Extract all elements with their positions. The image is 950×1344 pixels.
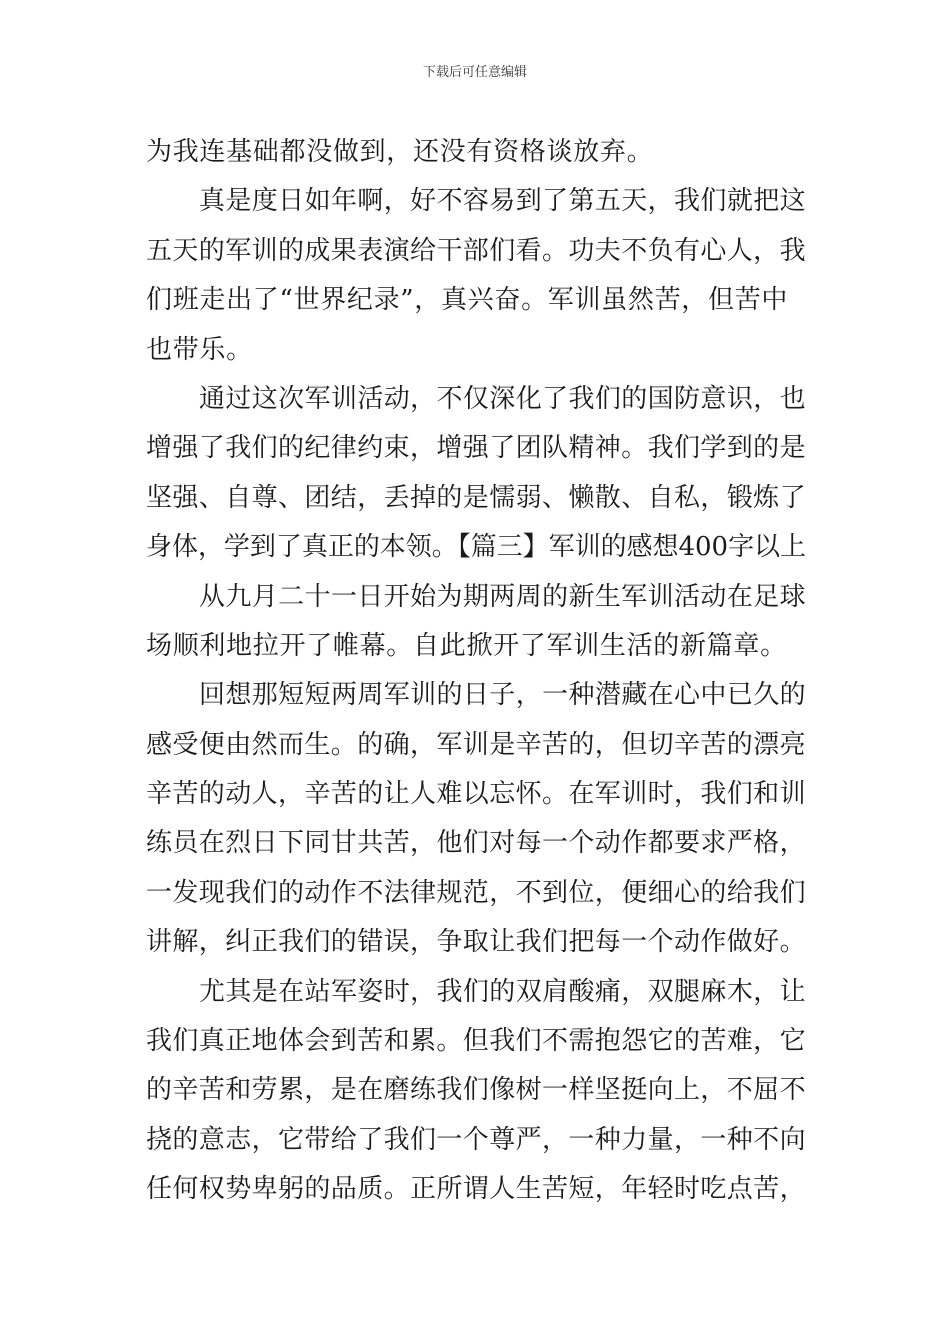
text-line: 回想那短短两周军训的日子，一种潜藏在心中已久的 <box>199 680 806 711</box>
text-line: 一发现我们的动作不法律规范，不到位，便细心的给我们 <box>146 877 806 908</box>
text-line: 真是度日如年啊，好不容易到了第五天，我们就把这 <box>199 186 806 217</box>
text-line: 们班走出了“世界纪录”，真兴奋。军训虽然苦，但苦中 <box>146 285 789 316</box>
text-line: 通过这次军训活动，不仅深化了我们的国防意识，也 <box>199 383 806 414</box>
text-line: 讲解，纠正我们的错误，争取让我们把每一个动作做好。 <box>146 927 806 958</box>
text-line: 的辛苦和劳累，是在磨练我们像树一样坚挺向上，不屈不 <box>146 1075 806 1106</box>
text-line: 辛苦的动人，辛苦的让人难以忘怀。在军训时，我们和训 <box>146 779 806 810</box>
text-line: 任何权势卑躬的品质。正所谓人生苦短，年轻时吃点苦， <box>146 1174 806 1205</box>
text-line: 感受便由然而生。的确，军训是辛苦的，但切辛苦的漂亮 <box>146 729 806 760</box>
text-line: 为我连基础都没做到，还没有资格谈放弃。 <box>146 137 654 167</box>
text-line: 尤其是在站军姿时，我们的双肩酸痛，双腿麻木，让 <box>199 976 806 1007</box>
text-line: 我们真正地体会到苦和累。但我们不需抱怨它的苦难，它 <box>146 1026 806 1057</box>
text-line: 坚强、自尊、团结，丢掉的是懦弱、懒散、自私，锻炼了 <box>146 482 806 513</box>
text-line: 也带乐。 <box>146 334 253 365</box>
document-body <box>146 128 806 1215</box>
text-line: 从九月二十一日开始为期两周的新生军训活动在足球 <box>199 581 806 612</box>
text-line: 增强了我们的纪律约束，增强了团队精神。我们学到的是 <box>146 433 806 464</box>
text-line: 场顺利地拉开了帷幕。自此掀开了军训生活的新篇章。 <box>146 630 787 661</box>
text-line: 挠的意志，它带给了我们一个尊严，一种力量，一种不向 <box>146 1124 806 1155</box>
text-line: 身体，学到了真正的本领。【篇三】军训的感想400字以上 <box>146 532 806 563</box>
text-line: 五天的军训的成果表演给干部们看。功夫不负有心人，我 <box>146 235 806 266</box>
text-line: 练员在烈日下同甘共苦，他们对每一个动作都要求严格， <box>146 828 806 859</box>
page-header: 下载后可任意编辑 <box>422 65 527 80</box>
